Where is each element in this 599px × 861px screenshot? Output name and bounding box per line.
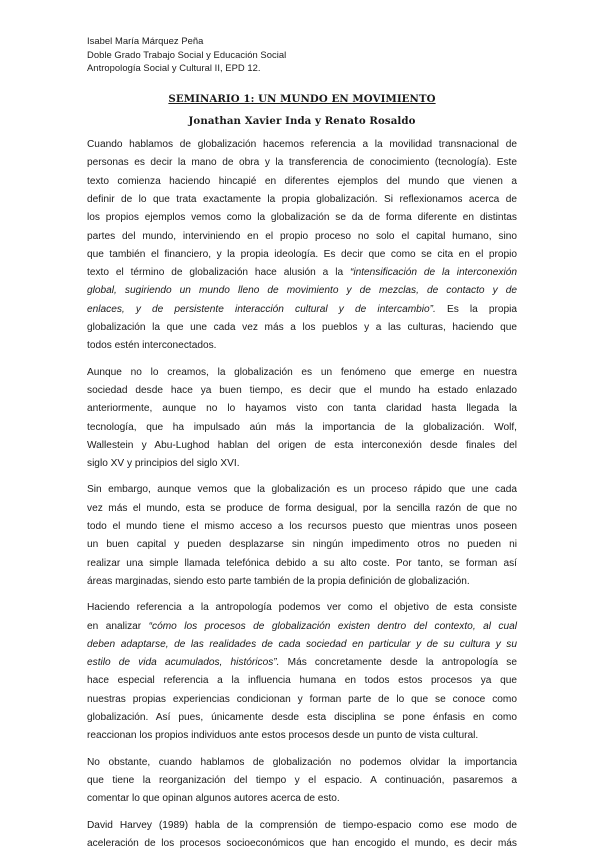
text-line bbox=[87, 555, 517, 573]
text-line bbox=[87, 654, 517, 672]
text-run: Cuando hablamos de globalización hacemos referencia a la movilidad transnacional de bbox=[87, 139, 517, 151]
text-line bbox=[87, 136, 517, 154]
text-run: texto comienza haciendo hincapié en diferentes ejemplos del mundo que vienen a bbox=[87, 175, 517, 187]
degree-name: Doble Grado Trabajo Social y Educación Social bbox=[87, 48, 287, 60]
text-line bbox=[87, 337, 517, 355]
text-run: vez más el mundo, esta se produce de forma desigual, por la sencilla razón de que no bbox=[87, 502, 517, 514]
text-run: comentar lo que opinan algunos autores acerca de esto. bbox=[87, 793, 340, 805]
text-run: aceleración de los procesos socioeconómicos que han encogido el mundo, es decir más bbox=[87, 837, 517, 849]
text-run: globalización. Así pues, únicamente desde esta disciplina se pone énfasis en como bbox=[87, 712, 517, 724]
text-line bbox=[87, 481, 517, 499]
text-run: un buen capital y pueden desplazarse sin ningún impedimento otros no pueden ni bbox=[87, 539, 517, 551]
text-run: texto el término de globalización hace alusión a la bbox=[87, 267, 350, 279]
paragraph bbox=[87, 481, 517, 591]
text-run: hace especial referencia a la influencia humana en todos estos procesos ya que bbox=[87, 675, 517, 687]
text-run: siglo XV y principios del siglo XVI. bbox=[87, 458, 240, 470]
document-header bbox=[87, 34, 517, 75]
text-line bbox=[87, 419, 517, 437]
text-run: que también el financiero, y la propia ideología. Es decir que como se cita en el propio bbox=[87, 248, 517, 260]
text-line bbox=[87, 727, 517, 745]
paragraph bbox=[87, 136, 517, 356]
quoted-text: estilo de vida acumulados, históricos”. bbox=[87, 657, 280, 669]
text-run: realizar una simple llamada telefónica debido a su alto coste. Por tanto, se forman así bbox=[87, 557, 517, 569]
text-line bbox=[87, 455, 517, 473]
text-line bbox=[87, 264, 517, 282]
text-run: Sin embargo, aunque vemos que la globalización es un proceso rápido que une cada bbox=[87, 484, 517, 496]
text-line bbox=[87, 618, 517, 636]
text-line bbox=[87, 209, 517, 227]
paragraph bbox=[87, 599, 517, 745]
text-line bbox=[87, 835, 517, 853]
text-run: tecnología, que ha impulsado aún más la importancia de la globalización. Wolf, bbox=[87, 421, 517, 433]
text-line bbox=[87, 382, 517, 400]
text-run: Aunque no lo creamos, la globalización es un fenómeno que emerge en nuestra bbox=[87, 366, 517, 378]
text-line bbox=[87, 364, 517, 382]
text-line bbox=[87, 599, 517, 617]
text-run: David Harvey (1989) habla de la comprensión de tiempo-espacio como ese modo de bbox=[87, 819, 517, 831]
text-line bbox=[87, 691, 517, 709]
text-run: todo el mundo tiene el mismo acceso a los recursos puesto que mientras unos poseen bbox=[87, 521, 517, 533]
quoted-text: global, sugiriendo un mundo lleno de movimiento y de mezclas, de contacto y de bbox=[87, 285, 517, 297]
text-run: Haciendo referencia a la antropología podemos ver como el objetivo de esta consiste bbox=[87, 602, 517, 614]
text-run: No obstante, cuando hablamos de globalización no podemos olvidar la importancia bbox=[87, 756, 517, 768]
document-page bbox=[87, 34, 517, 861]
text-line bbox=[87, 173, 517, 191]
text-run: los propios ejemplos vemos como la globalización se da de forma diferente en distintas bbox=[87, 212, 517, 224]
text-line bbox=[87, 282, 517, 300]
document-body bbox=[87, 136, 517, 853]
text-line bbox=[87, 400, 517, 418]
text-run: todos estén interconectados. bbox=[87, 340, 217, 352]
text-line bbox=[87, 754, 517, 772]
text-run: personas es decir la mano de obra y la transferencia de conocimiento (tecnología). Este bbox=[87, 157, 517, 169]
paragraph bbox=[87, 364, 517, 474]
text-line bbox=[87, 437, 517, 455]
text-line bbox=[87, 191, 517, 209]
text-run: partes del mundo, interviniendo en el propio proceso no solo el capital humano, sino bbox=[87, 230, 517, 242]
text-run: que tiene la reorganización del tiempo y el espacio. A continuación, pasaremos a bbox=[87, 774, 517, 786]
text-run: reaccionan los propios individuos ante estos procesos desde un punto de vista cultural. bbox=[87, 730, 479, 742]
text-line bbox=[87, 228, 517, 246]
text-line bbox=[87, 772, 517, 790]
document-title: SEMINARIO 1: UN MUNDO EN MOVIMIENTO bbox=[168, 93, 436, 106]
text-line bbox=[87, 573, 517, 591]
text-run: áreas marginadas, siendo esto parte también de la propia definición de globalización. bbox=[87, 575, 470, 587]
quoted-text: “intensificación de la interconexión bbox=[349, 267, 517, 279]
quoted-text: “cómo los procesos de globalización existen dentro del contexto, al cual bbox=[148, 620, 517, 632]
course-name: Antropología Social y Cultural II, EPD 12. bbox=[87, 62, 261, 74]
text-run: globalización la que une cada vez más a los pueblos y a las culturas, haciendo que bbox=[87, 322, 517, 334]
document-authors: Jonathan Xavier Inda y Renato Rosaldo bbox=[188, 115, 416, 128]
text-line bbox=[87, 817, 517, 835]
quoted-text: deben adaptarse, de las realidades de cada sociedad en particular y de su cultura y su bbox=[87, 638, 517, 650]
text-run: Más concretamente desde la antropología se bbox=[279, 657, 518, 669]
text-line bbox=[87, 636, 517, 654]
text-run: anteriormente, aunque no lo hayamos visto con tanta claridad hasta llegada la bbox=[87, 403, 517, 415]
text-run: sociedad desde hace ya buen tiempo, es decir que el mundo ha estado enlazado bbox=[87, 384, 517, 396]
text-line bbox=[87, 672, 517, 690]
text-line bbox=[87, 154, 517, 172]
text-run: Wallestein y Abu-Lughod hablan del origen de esta interconexión desde finales del bbox=[87, 439, 517, 451]
text-line bbox=[87, 319, 517, 337]
text-line bbox=[87, 536, 517, 554]
text-run: nuestras propias experiencias condicionan y forman parte de lo que se conoce como bbox=[87, 693, 517, 705]
text-line bbox=[87, 301, 517, 319]
text-line bbox=[87, 500, 517, 518]
text-line bbox=[87, 790, 517, 808]
text-line bbox=[87, 518, 517, 536]
paragraph bbox=[87, 754, 517, 809]
text-line bbox=[87, 709, 517, 727]
text-run: en analizar bbox=[87, 620, 149, 632]
quoted-text: enlaces, y de persistente interacción cultural y de intercambio”. bbox=[87, 303, 436, 315]
text-run: definir de lo que trata exactamente la propia globalización. Si reflexionamos acerca de bbox=[87, 194, 517, 205]
student-name: Isabel María Márquez Peña bbox=[87, 35, 204, 46]
text-run: Es la propia bbox=[435, 303, 517, 315]
text-line bbox=[87, 246, 517, 264]
